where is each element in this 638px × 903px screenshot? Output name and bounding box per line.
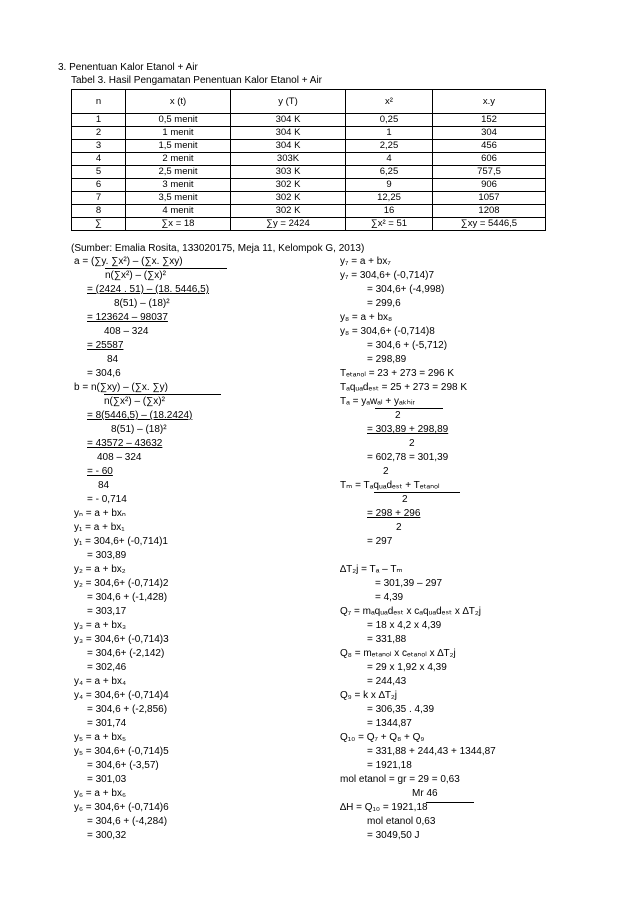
table-row <box>72 218 546 231</box>
calc-line: n(∑x²) – (∑x)² <box>104 396 165 407</box>
calc-line: = 29 x 1,92 x 4,39 <box>367 662 447 673</box>
calc-line: Tₑₜₐₙₒₗ = 23 + 273 = 296 K <box>340 368 455 379</box>
table-cell: 2 menit <box>126 153 231 166</box>
calc-line: = 602,78 = 301,39 <box>367 452 449 463</box>
calc-line: = 301,03 <box>87 774 127 785</box>
calc-line: = 304,6 + (-2,856) <box>87 704 168 715</box>
calc-line: y₃ = a + bx₃ <box>74 620 127 631</box>
table-cell: 1 <box>346 127 433 140</box>
table-cell: ∑x = 18 <box>126 218 231 231</box>
calc-line: = 304,6 <box>87 368 121 379</box>
calc-line: n(∑x²) – (∑x)² <box>105 270 166 281</box>
table-cell: 0,5 menit <box>126 114 231 127</box>
calc-line: y₈ = 304,6+ (-0,714)8 <box>340 326 435 337</box>
calc-line: b = n(∑xy) – (∑x. ∑y) <box>74 382 168 393</box>
calc-line: Q₉ = k x ∆T₂j <box>340 690 398 701</box>
table-cell: 304 K <box>231 127 346 140</box>
table-row <box>72 127 546 140</box>
calc-line: = 331,88 + 244,43 + 1344,87 <box>367 746 496 757</box>
table-row <box>72 205 546 218</box>
calc-line: = 304,6 + (-4,284) <box>87 816 168 827</box>
calc-line: Q₁₀ = Q₇ + Q₈ + Q₉ <box>340 732 425 743</box>
calc-line: a = (∑y. ∑x²) – (∑x. ∑xy) <box>74 256 183 267</box>
calc-line: = 244,43 <box>367 676 407 687</box>
table-cell: 302 K <box>231 192 346 205</box>
table-cell: 757,5 <box>433 166 546 179</box>
calc-line: = 303,17 <box>87 606 127 617</box>
calc-line: Tₘ = Tₐqᵤₐdₑₛₜ + Tₑₜₐₙₒₗ <box>340 480 440 491</box>
table-cell: 3,5 menit <box>126 192 231 205</box>
table-cell: 303K <box>231 153 346 166</box>
calc-line: Tₐqᵤₐdₑₛₜ = 25 + 273 = 298 K <box>340 382 468 393</box>
calc-line: y₅ = 304,6+ (-0,714)5 <box>74 746 169 757</box>
observation-table <box>71 89 546 231</box>
table-row <box>72 192 546 205</box>
table-cell: 304 K <box>231 114 346 127</box>
calc-line: = 297 <box>367 536 393 547</box>
calc-line: Q₇ = mₐqᵤₐdₑₛₜ x cₐqᵤₐdₑₛₜ x ∆T₂j <box>340 606 481 617</box>
section-heading: 3. Penentuan Kalor Etanol + Air <box>58 62 198 73</box>
calc-line: 2 <box>409 438 415 449</box>
table-cell: 9 <box>346 179 433 192</box>
table-cell: 304 <box>433 127 546 140</box>
calc-line: y₈ = a + bx₈ <box>340 312 393 323</box>
calc-line: 2 <box>395 410 401 421</box>
calc-line: = - 0,714 <box>87 494 127 505</box>
calc-line: = (2424 . 51) – (18. 5446,5) <box>87 284 210 295</box>
calc-line: y₁ = a + bx₁ <box>74 522 125 533</box>
table-cell: 16 <box>346 205 433 218</box>
table-cell: 1057 <box>433 192 546 205</box>
fraction-rule <box>426 802 474 803</box>
header-x2: x² <box>346 90 433 114</box>
calc-line: = 1921,18 <box>367 760 412 771</box>
table-row <box>72 153 546 166</box>
calc-line: 84 <box>107 354 119 365</box>
calc-line: = 301,74 <box>87 718 127 729</box>
fraction-rule <box>104 394 221 395</box>
table-cell: 304 K <box>231 140 346 153</box>
table-cell: ∑x² = 51 <box>346 218 433 231</box>
calc-line: y₂ = a + bx₂ <box>74 564 126 575</box>
table-cell: 152 <box>433 114 546 127</box>
source-note: (Sumber: Emalia Rosita, 133020175, Meja 11, Kelompok G, 2013) <box>71 243 365 254</box>
calc-line: 408 – 324 <box>104 326 149 337</box>
table-cell: 456 <box>433 140 546 153</box>
calc-line: 2 <box>383 466 389 477</box>
calc-line: = 302,46 <box>87 662 127 673</box>
calc-line: = 331,88 <box>367 634 407 645</box>
calc-line: = 304,6+ (-4,998) <box>367 284 445 295</box>
table-cell: 5 <box>72 166 126 179</box>
calc-line: mol etanol 0,63 <box>367 816 436 827</box>
calc-line: = 300,32 <box>87 830 127 841</box>
calc-line: 84 <box>98 480 110 491</box>
table-cell: ∑ <box>72 218 126 231</box>
calc-line: y₅ = a + bx₅ <box>74 732 126 743</box>
calc-line: y₆ = a + bx₆ <box>74 788 126 799</box>
calc-line: ∆T₂j = Tₐ – Tₘ <box>340 564 403 575</box>
calc-line: = 299,6 <box>367 298 401 309</box>
table-cell: 6 <box>72 179 126 192</box>
calc-line: y₄ = a + bx₄ <box>74 676 127 687</box>
calc-line: = 25587 <box>87 340 124 351</box>
calc-line: = 298 + 296 <box>367 508 421 519</box>
calc-line: Tₐ = yₐwₐₗ + yₐₖₕᵢᵣ <box>340 396 415 407</box>
calc-line: = 303,89 + 298,89 <box>367 424 449 435</box>
table-cell: 6,25 <box>346 166 433 179</box>
calc-line: 8(51) – (18)² <box>111 424 167 435</box>
calc-line: y₄ = 304,6+ (-0,714)4 <box>74 690 169 701</box>
calc-line: = 123624 – 98037 <box>87 312 168 323</box>
table-row <box>72 166 546 179</box>
table-row <box>72 140 546 153</box>
table-cell: 2,5 menit <box>126 166 231 179</box>
calc-line: y₇ = a + bx₇ <box>340 256 391 267</box>
calc-line: yₙ = a + bxₙ <box>74 508 126 519</box>
calc-line: = 304,6+ (-3,57) <box>87 760 159 771</box>
fraction-rule <box>375 408 443 409</box>
calc-line: = 306,35 . 4,39 <box>367 704 435 715</box>
header-x: x (t) <box>126 90 231 114</box>
table-cell: 1208 <box>433 205 546 218</box>
table-cell: 0,25 <box>346 114 433 127</box>
calc-line: y₇ = 304,6+ (-0,714)7 <box>340 270 435 281</box>
calc-line: = 3049,50 J <box>367 830 420 841</box>
table-cell: 303 K <box>231 166 346 179</box>
table-cell: 4 <box>72 153 126 166</box>
calc-line: = 304,6+ (-2,142) <box>87 648 165 659</box>
calc-line: = 304,6 + (-1,428) <box>87 592 168 603</box>
table-cell: 7 <box>72 192 126 205</box>
calc-line: 2 <box>396 522 402 533</box>
calc-line: 8(51) – (18)² <box>114 298 170 309</box>
calc-line: = 304,6 + (-5,712) <box>367 340 448 351</box>
calc-line: Q₈ = mₑₜₐₙₒₗ x cₑₜₐₙₒₗ x ∆T₂j <box>340 648 456 659</box>
calc-line: = 301,39 – 297 <box>375 578 443 589</box>
table-cell: 606 <box>433 153 546 166</box>
calc-line: y₁ = 304,6+ (-0,714)1 <box>74 536 168 547</box>
calc-line: = 1344,87 <box>367 718 412 729</box>
calc-line: ∆H = Q₁₀ = 1921,18 <box>340 802 428 813</box>
table-cell: 1,5 menit <box>126 140 231 153</box>
table-row <box>72 114 546 127</box>
fraction-rule <box>374 492 460 493</box>
table-cell: ∑xy = 5446,5 <box>433 218 546 231</box>
calc-line: y₂ = 304,6+ (-0,714)2 <box>74 578 169 589</box>
table-cell: 1 <box>72 114 126 127</box>
calc-line: = 43572 – 43632 <box>87 438 163 449</box>
table-cell: 302 K <box>231 179 346 192</box>
table-cell: 4 <box>346 153 433 166</box>
table-cell: 4 menit <box>126 205 231 218</box>
table-cell: 2 <box>72 127 126 140</box>
table-row <box>72 179 546 192</box>
calc-line: = 298,89 <box>367 354 407 365</box>
calc-line: = 8(5446,5) – (18.2424) <box>87 410 193 421</box>
calc-line: y₃ = 304,6+ (-0,714)3 <box>74 634 169 645</box>
table-header-row <box>72 90 546 114</box>
calc-line: y₆ = 304,6+ (-0,714)6 <box>74 802 169 813</box>
table-cell: 1 menit <box>126 127 231 140</box>
table-cell: 3 <box>72 140 126 153</box>
table-cell: ∑y = 2424 <box>231 218 346 231</box>
header-y: y (T) <box>231 90 346 114</box>
header-xy: x.y <box>433 90 546 114</box>
table-caption: Tabel 3. Hasil Pengamatan Penentuan Kalor Etanol + Air <box>71 75 322 86</box>
table-cell: 2,25 <box>346 140 433 153</box>
header-n: n <box>72 90 126 114</box>
calc-line: Mr 46 <box>412 788 438 799</box>
table-cell: 8 <box>72 205 126 218</box>
calc-line: = 18 x 4,2 x 4,39 <box>367 620 442 631</box>
calc-line: 408 – 324 <box>97 452 142 463</box>
table-cell: 906 <box>433 179 546 192</box>
calc-line: = - 60 <box>87 466 113 477</box>
table-cell: 3 menit <box>126 179 231 192</box>
calc-line: 2 <box>402 494 408 505</box>
table-cell: 12,25 <box>346 192 433 205</box>
calc-line: = 4,39 <box>375 592 404 603</box>
calc-line: = 303,89 <box>87 550 127 561</box>
table-cell: 302 K <box>231 205 346 218</box>
fraction-rule <box>105 268 227 269</box>
calc-line: mol etanol = gr = 29 = 0,63 <box>340 774 460 785</box>
